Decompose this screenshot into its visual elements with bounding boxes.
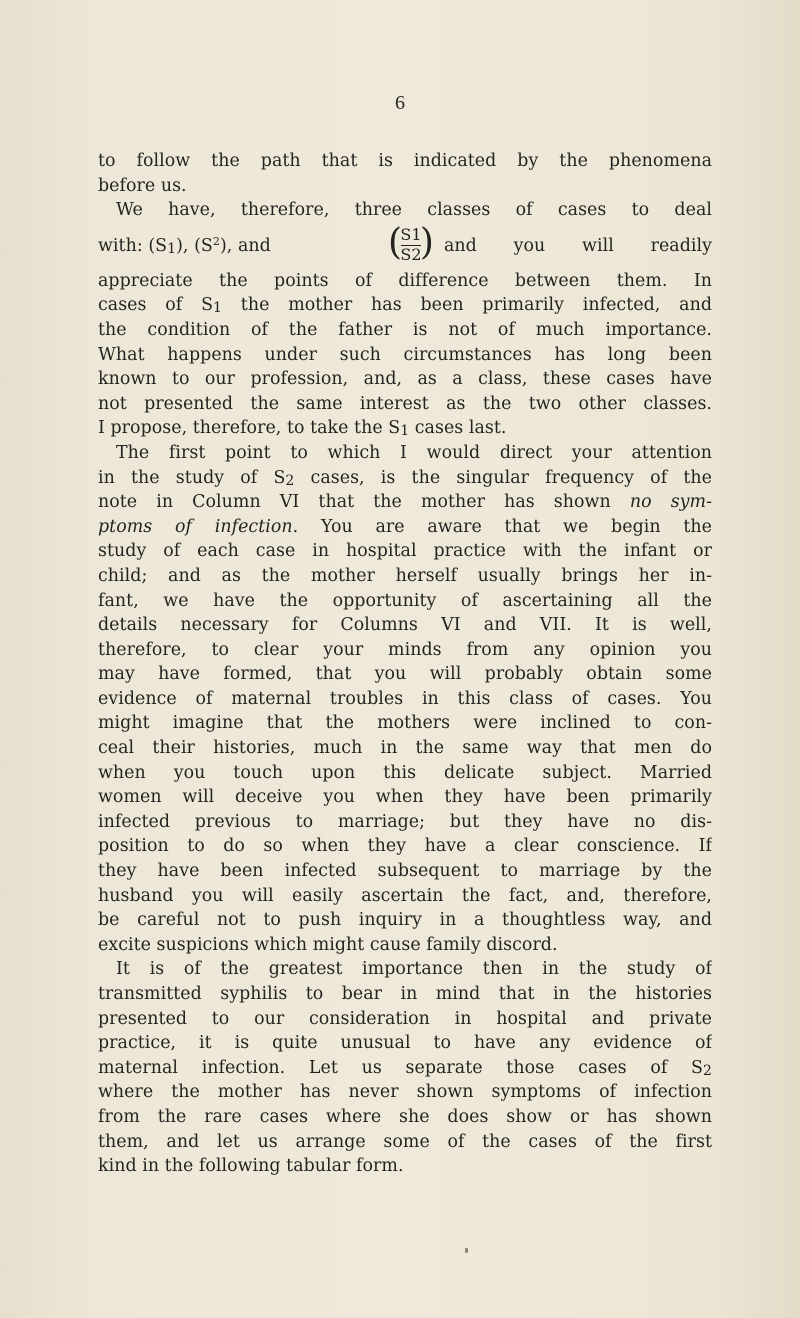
text-span: not presented the same interest as the two other classes. xyxy=(98,393,712,414)
text-span: might imagine that the mothers were inclined to con- xyxy=(98,713,712,734)
text-line xyxy=(98,198,712,223)
text-line xyxy=(98,638,712,663)
text-line xyxy=(98,662,712,687)
text-span: kind in the following tabular form. xyxy=(98,1156,404,1177)
text-span: therefore, to clear your minds from any opinion you xyxy=(98,639,712,660)
text-span: may have formed, that you will probably obtain some xyxy=(98,664,712,685)
text-line xyxy=(98,736,712,761)
text-line xyxy=(98,1031,712,1056)
fraction-numerator: S1 xyxy=(400,224,422,244)
text-line xyxy=(98,589,712,614)
text-line xyxy=(98,884,712,909)
text-span-italic: ptoms of infection. xyxy=(98,516,299,537)
subscript: 1 xyxy=(167,240,177,257)
text-span: I propose, therefore, to take the S xyxy=(98,418,401,439)
text-span: from the rare cases where she does show or has shown xyxy=(98,1106,712,1127)
text-line xyxy=(98,859,712,884)
text-line xyxy=(98,416,712,441)
text-line xyxy=(98,834,712,859)
text-line xyxy=(98,1105,712,1130)
text-span: them, and let us arrange some of the cases of the first xyxy=(98,1131,712,1152)
text-span: position to do so when they have a clear conscience. If xyxy=(98,836,712,857)
fraction-s1-over-s2 xyxy=(388,221,434,265)
text-span: and you will readily xyxy=(444,235,712,256)
text-line xyxy=(98,466,712,491)
text-span: when you touch upon this delicate subject. Married xyxy=(98,762,712,783)
text-span: note in Column VI that the mother has shown xyxy=(98,492,611,513)
text-span: appreciate the points of difference between them. In xyxy=(98,270,712,291)
text-span: ), and xyxy=(219,235,271,256)
text-span: maternal infection. Let us separate those cases of S xyxy=(98,1057,704,1078)
text-line xyxy=(98,441,712,466)
text-span: they have been infected subsequent to marriage by the xyxy=(98,861,712,882)
text-line-fraction xyxy=(98,223,712,269)
fraction-denominator: S2 xyxy=(400,244,422,264)
text-span: in the study of S xyxy=(98,467,286,488)
text-span: cases last. xyxy=(409,418,507,439)
text-line xyxy=(98,269,712,294)
text-line xyxy=(98,687,712,712)
text-line xyxy=(98,149,712,174)
text-line xyxy=(98,392,712,417)
text-span: known to our profession, and, as a class, these cases have xyxy=(98,369,712,390)
text-span: You are aware that we begin the xyxy=(298,516,712,537)
text-span: study of each case in hospital practice with the infant or xyxy=(98,541,712,562)
text-span: to follow the path that is indicated by the phenomena xyxy=(98,151,712,171)
text-span: evidence of maternal troubles in this class of cases. You xyxy=(98,688,712,709)
text-line xyxy=(98,318,712,343)
text-line xyxy=(98,810,712,835)
text-line xyxy=(98,785,712,810)
subscript: 2 xyxy=(703,1062,712,1079)
text-line xyxy=(98,982,712,1007)
text-line xyxy=(98,1007,712,1032)
text-line xyxy=(98,933,712,958)
text-span-italic: no sym- xyxy=(629,492,712,513)
text-line xyxy=(98,515,712,540)
text-span: It is of the greatest importance then in the study of xyxy=(116,959,712,980)
text-line xyxy=(98,1056,712,1081)
text-span: women will deceive you when they have been primarily xyxy=(98,787,712,808)
text-line xyxy=(98,343,712,368)
page-number: 6 xyxy=(395,92,405,114)
text-span: The first point to which I would direct your attention xyxy=(116,442,712,463)
text-line xyxy=(98,367,712,392)
text-span: infected previous to marriage; but they have no dis- xyxy=(98,811,712,832)
text-line xyxy=(98,957,712,982)
text-line xyxy=(98,613,712,638)
text-line xyxy=(98,761,712,786)
text-span: presented to our consideration in hospital and private xyxy=(98,1008,712,1029)
left-paren: ( xyxy=(388,221,403,263)
text-line xyxy=(98,1130,712,1155)
text-span: husband you will easily ascertain the fact, and, therefore, xyxy=(98,885,712,906)
subscript: 2 xyxy=(285,472,295,489)
body-text xyxy=(98,149,712,1179)
text-span: cases of S xyxy=(98,295,214,316)
text-span: excite suspicions which might cause family discord. xyxy=(98,934,558,955)
text-span: What happens under such circumstances has long been xyxy=(98,344,712,365)
text-span: where the mother has never shown symptoms of infection xyxy=(98,1082,712,1103)
text-line xyxy=(98,490,712,515)
text-span: the condition of the father is not of much importance. xyxy=(98,319,712,340)
text-span: cases, is the singular frequency of the xyxy=(294,467,712,488)
speck-mark xyxy=(465,1248,468,1253)
text-span: the mother has been primarily infected, and xyxy=(222,295,712,316)
text-span: details necessary for Columns VI and VII. It is well, xyxy=(98,615,712,636)
text-span: practice, it is quite unusual to have any evidence of xyxy=(98,1033,712,1054)
text-line xyxy=(98,711,712,736)
text-span: transmitted syphilis to bear in mind that in the histories xyxy=(98,984,712,1004)
text-line xyxy=(98,293,712,318)
subscript: 1 xyxy=(400,423,410,440)
text-span: fant, we have the opportunity of ascertaining all the xyxy=(98,590,712,611)
text-line xyxy=(98,908,712,933)
text-span: before us. xyxy=(98,175,187,196)
text-line xyxy=(98,564,712,589)
text-span: with: (S xyxy=(98,235,168,256)
text-line xyxy=(98,1154,712,1179)
text-span: be careful not to push inquiry in a thoughtless way, and xyxy=(98,910,712,931)
text-span: child; and as the mother herself usually brings her in- xyxy=(98,565,712,586)
text-line xyxy=(98,1080,712,1105)
superscript: 2 xyxy=(212,234,220,248)
text-span: We have, therefore, three classes of cases to deal xyxy=(116,200,712,221)
subscript: 1 xyxy=(213,300,223,317)
text-line xyxy=(98,539,712,564)
text-line xyxy=(98,174,712,199)
text-span: ceal their histories, much in the same way that men do xyxy=(98,738,712,759)
text-span: ), (S xyxy=(176,235,213,256)
right-paren: ) xyxy=(419,221,434,263)
